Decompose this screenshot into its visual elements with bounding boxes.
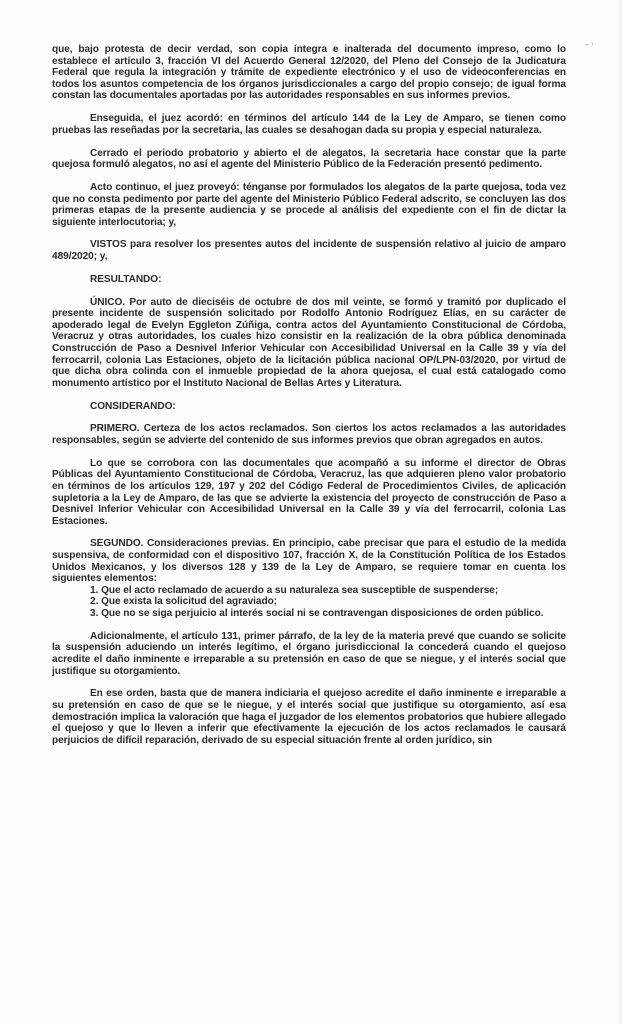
list-item-requirement-1: 1. Que el acto reclamado de acuerdo a su naturaleza sea susceptible de suspenderse; <box>90 584 499 596</box>
paragraph-cerrado: Cerrado el periodo probatorio y abierto el de alegatos, la secretaria hace constar que la parte quejosa formuló alegatos, no así el agente del Ministerio Público de la Federación presentó pedimento. <box>52 147 566 171</box>
paragraph-corroboracion: Lo que se corrobora con las documentales que acompañó a su informe el director de Obras Públicas del Ayuntamiento Constitucional de Córdoba, Veracruz, las que adquieren pleno valor probatorio en términos de los artículos 129, 197 y 202 del Código Federal de Procedimientos Civiles, de aplicación supletoria a la Ley de Amparo, de las que se advierte la existencia del proyecto de construcción de Paso a Desnivel Inferior Vehicular con Accesibilidad Universal en la Calle 39 y vía del ferrocarril, colonia Las Estaciones. <box>52 457 566 527</box>
paragraph-unico: ÚNICO. Por auto de dieciséis de octubre de dos mil veinte, se formó y tramitó por duplicado el presente incidente de suspensión solicitado por Rodolfo Antonio Rodríguez Elías, en su carácter de apoderado legal de Evelyn Eggleton Zúñiga, contra actos del Ayuntamiento Constitucional de Córdoba, Veracruz y otras autoridades, los cuales hizo consistir en la realización de la obra pública denominada Construcción de Paso a Desnivel Inferior Vehicular con Accesibilidad Universal en la Calle 39 y vía del ferrocarril, colonia Las Estaciones, objeto de la licitación pública nacional OP/LPN-03/2020, por virtud de que dicha obra colinda con el inmueble propiedad de la ahora quejosa, el cual está catalogado como monumento artístico por el Instituto Nacional de Bellas Artes y Literatura. <box>52 296 566 389</box>
list-item-requirement-2: 2. Que exista la solicitud del agraviado; <box>90 596 277 608</box>
heading-considerando: CONSIDERANDO: <box>90 400 176 412</box>
list-item-requirement-3: 3. Que no se siga perjuicio al interés social ni se contravengan disposiciones de orden público. <box>90 608 544 620</box>
scan-corner-mark: - · <box>585 40 594 50</box>
heading-resultando: RESULTANDO: <box>90 273 162 285</box>
paragraph-segundo: SEGUNDO. Consideraciones previas. En principio, cabe precisar que para el estudio de la medida suspensiva, de conformidad con el dispositivo 107, fracción X, de la Constitución Política de los Estados Unidos Mexicanos, y los diversos 128 y 139 de la Ley de Amparo, se requiere tomar en cuenta los siguientes elementos: <box>52 538 566 585</box>
paragraph-adicionalmente: Adicionalmente, el artículo 131, primer párrafo, de la ley de la materia prevé que cuando se solicite la suspensión aduciendo un interés legítimo, el órgano jurisdiccional la concederá cuando el quejoso acredite el daño inminente e irreparable a su pretensión en caso de que se niegue, y el interés social que justifique su otorgamiento. <box>52 630 566 677</box>
paragraph-primero: PRIMERO. Certeza de los actos reclamados. Son ciertos los actos reclamados a las autoridades responsables, según se advierte del contenido de sus informes previos que obran agregados en autos. <box>52 423 566 446</box>
document-body <box>52 44 566 758</box>
scan-edge-shadow <box>616 0 622 1024</box>
paragraph-acto-continuo: Acto continuo, el juez proveyó: ténganse por formulados los alegatos de la parte quejosa, toda vez que no consta pedimento por parte del agente del Ministerio Público Federal adscrito, se concluyen las dos primeras etapas de la presente audiencia y se procede al análisis del expediente con el fin de dictar la siguiente interlocutoria; y, <box>52 181 566 228</box>
section-segundo <box>52 538 566 619</box>
paragraph-en-ese-orden: En ese orden, basta que de manera indiciaria el quejoso acredite el daño inminente e irreparable a su pretensión en caso de que se le niegue, y el interés social que justifique su otorgamiento, así esa demostración implica la valoración que haga el juzgador de los elementos probatorios que hubiere allegado el quejoso y que lo lleven a inferir que efectivamente la ejecución de los actos reclamados le causará perjuicios de difícil reparación, derivado de su especial situación frente al orden jurídico, sin <box>52 688 566 746</box>
paragraph-vistos: VISTOS para resolver los presentes autos del incidente de suspensión relativo al juicio de amparo 489/2020; y, <box>52 239 566 263</box>
paragraph-enseguida: Enseguida, el juez acordó: en términos del artículo 144 de la Ley de Amparo, se tienen como pruebas las reseñadas por la secretaria, las cuales se desahogan dada su propia y especial naturaleza. <box>52 113 566 136</box>
paragraph-opening: que, bajo protesta de decir verdad, son copia íntegra e inalterada del documento impreso, como lo establece el artículo 3, fracción VI del Acuerdo General 12/2020, del Pleno del Consejo de la Judicatura Federal que regula la integración y trámite de expediente electrónico y el uso de videoconferencias en todos los asuntos competencia de los órganos jurisdiccionales a cargo del propio consejo; de igual forma constan las documentales aportadas por las autoridades responsables en sus informes previos. <box>52 44 566 102</box>
